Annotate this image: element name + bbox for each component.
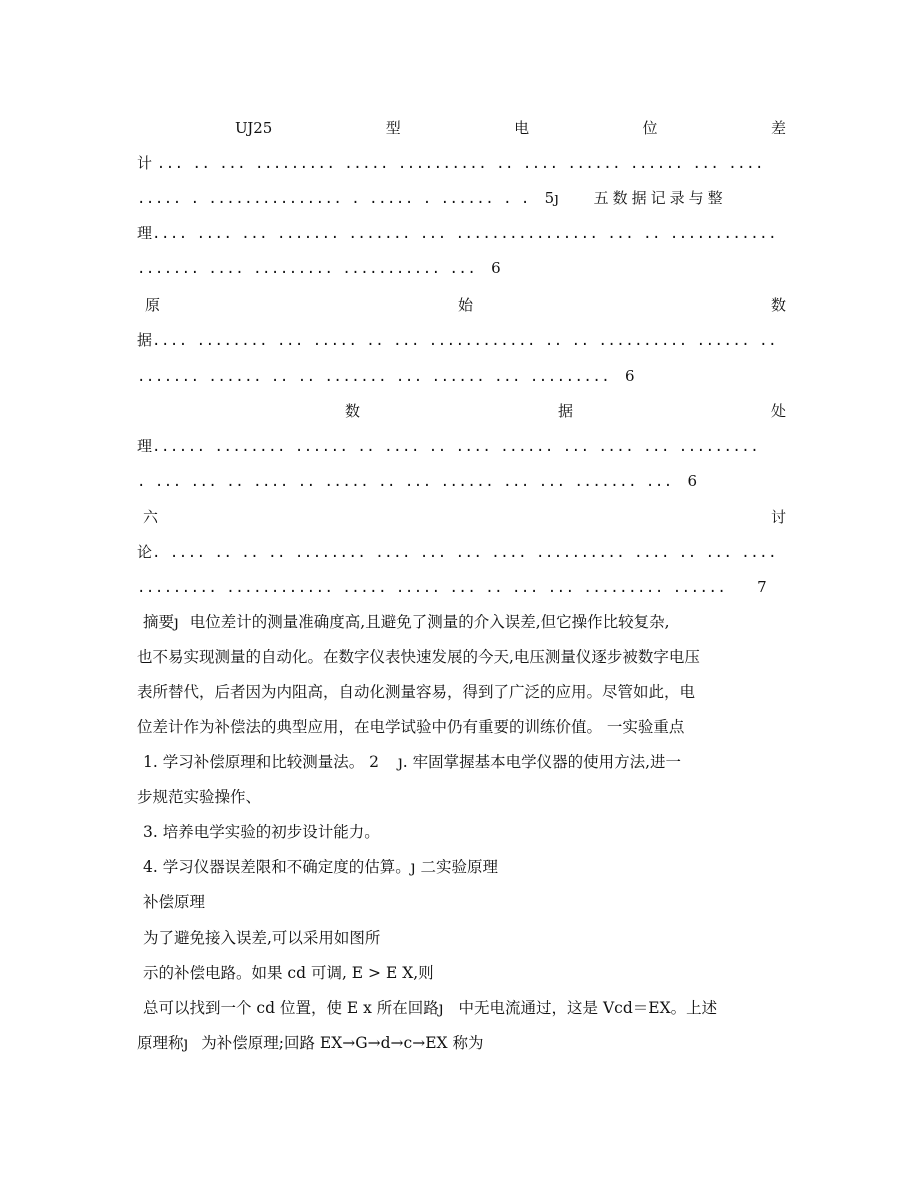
principle-line-1: 为了避免接入误差,可以采用如图所 xyxy=(143,929,381,947)
toc-raw-dots2: ....... ...... .. .. ....... ... ...... ... ......... 6 xyxy=(137,367,635,385)
principle-line-3: 总可以找到一个 cd 位置，使 E x 所在回路ȷ 中无电流通过，这是 Vcd＝EX。上述 xyxy=(143,999,718,1017)
abstract-line-2: 也不易实现测量的自动化。在数字仪表快速发展的今天,电压测量仪逐步被数字电压 xyxy=(137,648,700,666)
principle-title: 补偿原理 xyxy=(143,893,206,911)
point-1: 1. 学习补偿原理和比较测量法。 2 ȷ. 牢固掌握基本电学仪器的使用方法,进一 xyxy=(143,753,682,771)
toc-proc-dots2: . ... ... .. .... .. ..... .. ... ...... ... ... ....... ... 6 xyxy=(137,472,698,490)
toc-proc-words: 数 据 处 xyxy=(345,402,786,420)
toc-uj25-dots: 计 ... .. ... ......... ..... .......... .. .... ...... ...... ... .... xyxy=(137,154,764,172)
toc-uj25-dots2: ..... . ............... . ..... . ...... . . 5ȷ 五数据记录与整 xyxy=(137,189,727,207)
toc-sec6-dots: 论. .... .. .. .. ........ .... ... ... .... .......... .... .. ... .... xyxy=(137,543,778,561)
principle-line-4: 原理称ȷ 为补偿原理;回路 EX→G→d→c→EX 称为 xyxy=(137,1034,484,1052)
point-4: 4. 学习仪器误差限和不确定度的估算。ȷ 二实验原理 xyxy=(143,858,498,876)
toc-sec5-dots2: ....... .... ......... ........... ... 6 xyxy=(137,259,501,277)
abstract-line-1: 摘要ȷ 电位差计的测量准确度高,且避免了测量的介入误差,但它操作比较复杂, xyxy=(143,613,670,631)
abstract-line-4: 位差计作为补偿法的典型应用，在电学试验中仍有重要的训练价值。 一实验重点 xyxy=(137,718,685,736)
abstract-line-3: 表所替代，后者因为内阻高，自动化测量容易，得到了广泛的应用。尽管如此，电 xyxy=(137,683,696,701)
toc-sec6-dots2: ......... ............ ..... ..... ... .. ... ... ......... ...... 7 xyxy=(137,578,767,596)
point-3: 3. 培养电学实验的初步设计能力。 xyxy=(143,823,380,841)
toc-uj25-words: UJ25 型 电 位 差 xyxy=(235,119,786,137)
toc-sec5-dots: 理.... .... ... ....... ....... ... ................ ... .. ............ xyxy=(137,224,778,242)
toc-sec6-words: 六 讨 xyxy=(143,508,786,526)
principle-line-2: 示的补偿电路。如果 cd 可调, E > E X,则 xyxy=(143,964,434,982)
toc-raw-words: 原 始 数 xyxy=(145,296,786,314)
point-1-cont: 步规范实验操作、 xyxy=(137,788,262,806)
toc-raw-dots: 据.... ........ ... ..... .. ... ............ .. .. .......... ...... .. xyxy=(137,331,778,349)
toc-proc-dots: 理...... ........ ...... .. .... .. .... ...... ... .... ... ......... xyxy=(137,437,760,455)
